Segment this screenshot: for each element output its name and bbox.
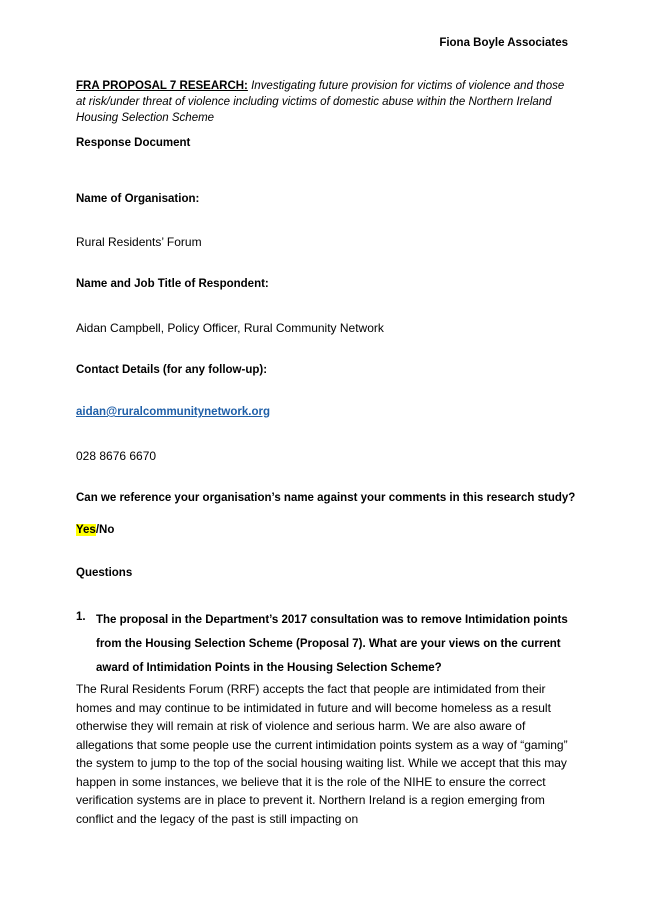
org-label: Name of Organisation: [76,193,200,205]
contact-label: Contact Details (for any follow-up): [76,364,268,376]
reference-answer [76,524,576,536]
yes-highlight: Yes [76,524,96,536]
title-label: FRA PROPOSAL 7 RESEARCH: [76,80,248,92]
reference-question: Can we reference your organisation’s name against your comments in this research study? [76,492,576,504]
answer-paragraph: The Rural Residents Forum (RRF) accepts the fact that people are intimidated from their homes and may continue to be intimidated in future and will become homeless as a result otherwise they will remain at risk of violence and serious harm. We are also aware of allegations that some people use the current intimidation points system as a way of “gaming” the system to jump to the top of the social housing waiting list. While we accept that this may happen in some instances, we believe that it is the role of the NIHE to ensure the correct verification systems are in place to prevent it. Northern Ireland is a region emerging from conflict and the legacy of the past is still impacting on [76,682,568,826]
contact-phone: 028 8676 6670 [76,449,157,463]
title-text: Investigating future provision for victims of violence and those at risk/under threat of violence including victims of domestic abuse within the Northern Ireland Housing Selection Scheme [76,80,565,124]
contact-email-row [76,406,576,418]
proposal-title [76,78,576,126]
respondent-label: Name and Job Title of Respondent: [76,278,269,290]
header-company: Fiona Boyle Associates [439,37,568,49]
question-1 [76,608,576,680]
org-value: Rural Residents’ Forum [76,235,202,249]
questions-heading: Questions [76,567,133,579]
email-link[interactable]: aidan@ruralcommunitynetwork.org [76,406,270,418]
respondent-value: Aidan Campbell, Policy Officer, Rural Community Network [76,321,384,335]
doc-type: Response Document [76,137,191,149]
no-option: /No [95,524,115,536]
question-text: The proposal in the Department’s 2017 consultation was to remove Intimidation points from the Housing Selection Scheme (Proposal 7). What are your views on the current award of Intimidation Points in the Housing Selection Scheme? [96,614,568,674]
question-number: 1. [76,611,86,623]
